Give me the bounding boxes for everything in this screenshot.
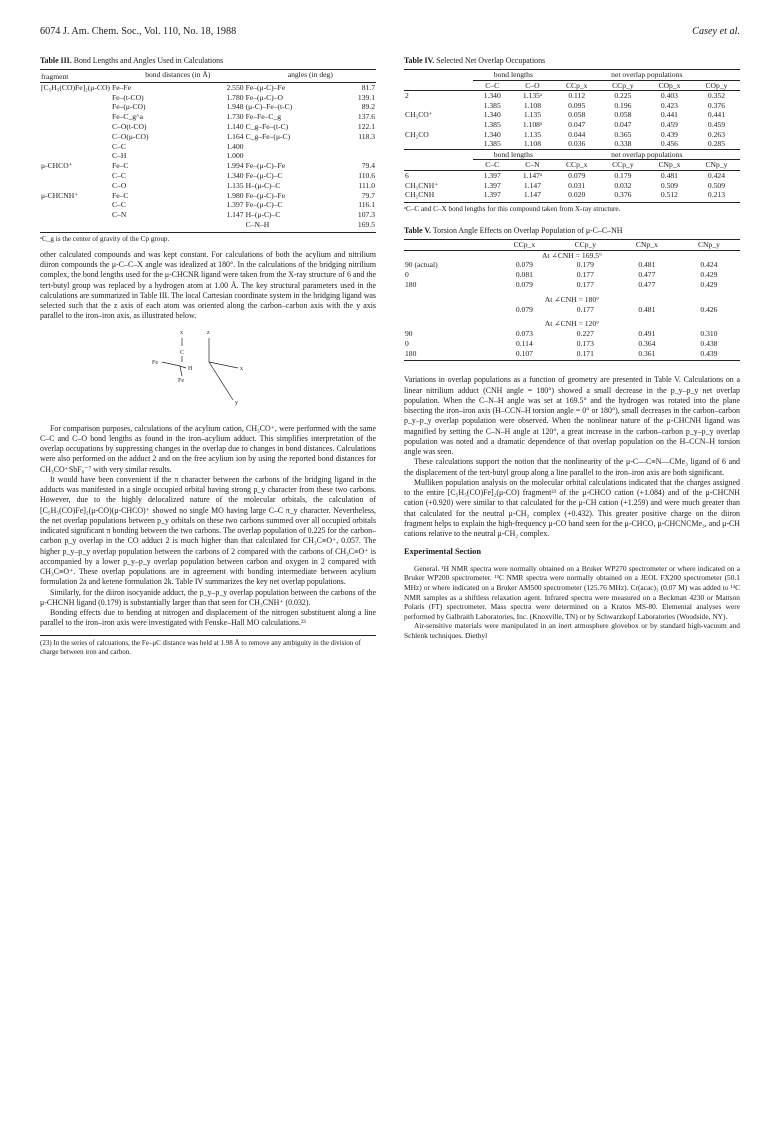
table-row [404,170,740,180]
diagram-bond [180,366,182,376]
table5-cell: 0.079 [515,304,533,314]
table5-cell: 0.439 [700,348,718,358]
table-row [40,132,376,142]
diagram-label-c: C [180,349,185,356]
table3-cell: C–C [111,170,126,180]
table3-cell: C–O(t-CO) [111,121,147,131]
table4-col-header: CCp_x [565,80,588,90]
table4-cell: 1.147ᵃ [522,170,543,180]
table4-cell: 0.512 [660,190,678,200]
table4-head-net-overlap: net overlap populations [554,70,740,81]
table4-cell: 0.047 [568,119,586,129]
table3-cell: 1.730 [226,112,244,122]
table5-cell: 0.310 [700,329,718,339]
table3-cell: μ-CHCNH⁺ [41,190,79,200]
diagram-label-y: y [235,399,238,406]
table4-cell: 1.108 [523,139,542,149]
table-row [404,120,740,130]
diagram-bond [180,366,186,368]
table4-cell: 0.196 [614,100,632,110]
table3-cell: Fe–C [111,161,129,171]
table5-cell: 180 [405,279,417,289]
table3-cell: C_g–Fe–(t-C) [245,121,289,131]
table-row [404,329,740,339]
table4-cell: 0.352 [707,91,726,101]
table5-col-header: CCp_x [513,239,536,249]
table4-corner [404,80,473,91]
table-row [404,139,740,149]
table5-cell: 0.177 [576,270,594,280]
table-row [404,181,740,191]
table3-cell: 169.5 [357,219,375,229]
table4-cell: 0.031 [568,180,586,190]
table5-cell: 0.073 [515,329,533,339]
table5-corner [404,239,494,250]
table3-cell: Fe–C [111,190,129,200]
table4-cell: 0.403 [660,91,678,101]
table4-col-header: C–C [485,80,500,90]
table3-head-distances: bond distances (in Å) [145,70,211,79]
diagram-label-x-axis: x [240,365,243,372]
table4-cell: 0.058 [568,110,586,120]
table4-cell: CH₃CO⁺ [405,110,433,120]
table-row [40,161,376,171]
table3-head-fragment: fragment [40,70,111,83]
table3-cell: C–C [111,141,126,151]
right-column [404,56,740,640]
table5-cell: 0.429 [700,279,718,289]
table4-col-header: C–O [525,80,540,90]
table4-cell: 1.397 [483,180,501,190]
diagram-label-x-top: x [180,329,183,336]
table3-cell: 118.3 [358,131,375,141]
table-row [404,101,740,111]
table4-cell [404,120,473,130]
table5-cell: 0.227 [576,329,594,339]
table3-cell [339,151,376,161]
journal-citation: 6074 J. Am. Chem. Soc., Vol. 110, No. 18, 1988 [40,26,237,37]
table4-corner [404,160,473,171]
table5-cell: 0.364 [638,338,656,348]
table-row [404,91,740,101]
table-row [404,349,740,359]
table3-cell: C–H [111,151,127,161]
table3-cell: H–(μ-C)–C [245,210,281,220]
table4-cell: 0.441 [707,110,726,120]
experimental-general: General. ¹H NMR spectra were normally obtained on a Bruker WP270 spectrometer or where indicated on a Bruker WP200 spectrometer. ¹³C NMR spectra were normally obtained on a JEOL FX200 spectrometer (50.1 MHz) or where indicated on a Bruker AM500 spectrometer (125.76 MHz). Cr(acac)₃ (0.07 M) was added to ¹³C NMR samples as a shiftless relaxation agent. Infrared spectra were measured on a Beckman 4230 or Mattson Polaris (FT) spectrometer. Mass spectra were determined on a Kratos MS-80. Elemental analyses were performed by Galbraith Laboratories, Inc. (Knoxville, TN) or by Schwarzkopf Laboratories (Woodside, NY). [404,563,740,621]
diagram-axis-y [209,362,233,400]
table5-cell: 0.477 [638,279,656,289]
table4-col-header: COp_x [658,80,681,90]
table-row [40,151,376,161]
table-row [404,110,740,120]
diagram-label-fe2: Fe [178,377,184,384]
table4-cell: 1.340 [483,110,501,120]
table4-col-header: CCp_x [565,160,588,170]
table3-cell: C_g–Fe–(μ-C) [245,131,291,141]
table3-cell: H–(μ-C)–C [245,180,281,190]
table5-cell: 0.079 [515,279,533,289]
table5-cell: 0.177 [576,304,594,314]
table5-cell: 0 [405,270,409,280]
table4-caption: Table IV. Selected Net Overlap Occupations [404,56,546,65]
table-row [40,142,376,152]
table4-cell [404,139,473,149]
table4-cell: 0.441 [660,110,678,120]
table3-cell [40,132,111,142]
table3-head-angles: angles (in deg) [287,70,333,79]
diagram-label-h: H [188,365,193,372]
table4-cell: 0.509 [707,180,726,190]
table4-cell: 0.058 [614,110,632,120]
table5-cell: 0.081 [515,270,533,280]
table-row [40,122,376,132]
table4-cell: 1.397 [483,170,501,180]
table5 [404,239,740,362]
table-row [404,339,740,349]
table5-cell [404,305,494,315]
table3-cell: 110.6 [358,170,375,180]
diagram-bond [162,362,180,366]
axes-diagram-svg [40,324,376,420]
table4-cell: 0.020 [568,190,586,200]
experimental-air-sensitive: Air-sensitive materials were manipulated in an inert atmosphere glovebox or by standard high-vacuum and Schlenk techniques. Diethyl [404,621,740,640]
table3-cell: 89.2 [361,102,375,112]
table4-cell: 0.376 [707,100,726,110]
table5-cell: 0.429 [700,270,718,280]
table4-cell: 0.424 [707,170,726,180]
table-row [404,190,740,200]
table3-cell: Fe–(t-CO) [111,92,144,102]
table3-cell: C–N [111,210,127,220]
table-row [40,82,376,92]
table3-cell: 1.948 [226,102,244,112]
table5-cell: 90 (actual) [405,260,438,270]
table5-group-label: At ∠CNH = 120° [544,319,600,329]
coordinate-system-diagram [40,324,376,420]
table5-group-label-row [404,250,740,260]
table5-caption: Table V. Torsion Angle Effects on Overlap Population of μ-C–C–NH [404,225,623,235]
table5-group-label-row [404,290,740,305]
table4-cell: 1.385 [483,119,501,129]
table3-cell: 1.340 [226,170,244,180]
table3-cell: 81.7 [361,82,375,92]
table3-cell [40,93,111,103]
table4-cell: 2 [405,91,409,101]
table5-cell: 0.114 [515,338,533,348]
table4-col-header: C–C [485,160,500,170]
table-row [40,220,376,230]
table5-cell: 0 [405,338,409,348]
table5-group-label: At ∠CNH = 169.5° [541,250,603,260]
table3-cell: 1.140 [226,121,244,131]
table4-cell: 0.285 [707,139,726,149]
table3-cell: 1.147 [226,210,244,220]
table4-cell: 0.423 [660,100,678,110]
table3-caption: Table III. Bond Lengths and Angles Used in Calculations [40,56,224,65]
table5-cell: 0.426 [700,304,718,314]
table4-cell: 1.108 [523,100,542,110]
table3-cell: Fe–(μ-C)–Fe [245,82,286,92]
table-row [40,181,376,191]
table5-col-header: CNp_y [697,239,720,249]
table3-cell: Fe–C_g^a [111,112,143,122]
table3-cell [40,200,111,210]
table3-cell: 139.1 [357,92,375,102]
paragraph: These calculations support the notion that the nonlinearity of the μ-C—C≡N—CMe₃ ligand of 6 and the displacement of the tert-butyl group along a line parallel to the iron–iron axis are both significant. [404,457,740,477]
table4-cell: 0.225 [614,91,632,101]
table3-cell [40,112,111,122]
table5-cell: 180 [405,348,417,358]
table3-cell [40,171,111,181]
table3-cell [40,220,111,230]
table4-footnote: ᵃC–C and C–X bond lengths for this compound taken from X-ray structure. [404,204,621,213]
table-row [40,191,376,201]
table4 [404,69,740,203]
table4-col-header: CNp_x [658,160,681,170]
table4-cell: 0.459 [660,119,678,129]
table3-cell [40,151,111,161]
table5-cell: 0.173 [576,338,594,348]
diagram-label-fe1: Fe [152,359,158,366]
table-row [40,93,376,103]
table4-cell: 0.179 [614,170,632,180]
table-row [40,102,376,112]
table3-cell: 1.400 [226,141,244,151]
table3-cell: C–N–H [245,219,270,229]
table3-cell: 1.164 [226,131,244,141]
table3-cell: 107.3 [357,210,375,220]
table3-cell: 2.550 [226,82,244,92]
table4-cell [404,101,473,111]
table3-cell: Fe–(μ-C)–O [245,92,283,102]
table3-cell: C–O [111,180,127,190]
table-row [40,210,376,220]
table4-cell: 1.147 [523,190,542,200]
table4-cell: 1.135 [523,129,542,139]
table3-cell: 1.135 [226,180,244,190]
table5-cell: 0.361 [638,348,656,358]
table5-cell: 0.424 [700,260,718,270]
table3-cell [339,142,376,152]
paragraph: Similarly, for the diiron isocyanide adduct, the p_y–p_y overlap population between the carbons of the μ-CHCNH ligand (0.179) is substantially larger than that seen for CH₃CNH⁺ (0.032). [40,587,376,607]
table3-cell: 137.6 [357,112,375,122]
table4-col-header: CNp_y [705,160,728,170]
table4-cell: CH₃CNH⁺ [405,180,439,190]
table3-cell: Fe–(μ-C)–Fe [245,161,286,171]
table3-cell: (μ-C)–Fe–(t-C) [245,102,293,112]
table3-cell: Fe–(μ-C)–C [245,170,283,180]
table4-cell: CH₂CNH [405,190,435,200]
table3-cell: 116.1 [358,200,375,210]
table3-cell: 79.4 [361,161,375,171]
table5-cell: 0.477 [638,270,656,280]
table4-cell: 0.047 [614,119,632,129]
table5-cell: 0.491 [638,329,656,339]
table3-cell: 79.7 [361,190,375,200]
table-row [404,130,740,140]
table3-cell [40,122,111,132]
table3-cell: Fe–Fe–C_g [245,112,282,122]
table3-cell: Fe–(μ-C)–C [245,200,283,210]
table4-cell: 0.459 [707,119,726,129]
table4-cell: 6 [405,170,409,180]
table4-cell: 1.135 [523,110,542,120]
table3-cell: Fe–Fe [111,82,131,92]
diagram-axis-x [209,362,238,368]
table-row [40,171,376,181]
table3-cell [40,102,111,112]
table4-cell: 0.509 [660,180,678,190]
table5-cell: 90 [405,329,413,339]
table5-cell: 0.107 [515,348,533,358]
table-row [40,112,376,122]
table3-cell: 122.1 [357,121,375,131]
table3-cell: 1.000 [226,151,244,161]
table3-cell [245,151,339,161]
paragraph: For comparison purposes, calculations of the acylium cation, CH₃CO⁺, were performed with the same C–C and C–O bond lengths as found in the iron–acylium adduct. This simplifies interpretation of the overlap occupations by suppressing changes in the overlap due to changes in bond distances. Calculations were also performed on the adduct 2 and on the free acylium ion by using the reported bond distances for CH₃CO⁺SbF₆⁻⁷ with very similar results. [40,423,376,474]
table4-cell: 0.481 [660,170,678,180]
table4-head2-bond-lengths: bond lengths [473,149,553,160]
table5-col-header: CCp_y [574,239,597,249]
table4-cell: 0.263 [707,129,726,139]
table4-col-header: CCp_y [612,160,634,170]
table4-cell: CH₂CO [405,129,429,139]
table-row [40,200,376,210]
diagram-label-z: z [207,329,210,336]
table3-cell: 1.397 [226,200,244,210]
table5-cell: 0.179 [576,260,594,270]
table5-cell: 0.171 [576,348,594,358]
table-row [404,260,740,270]
table5-cell: 0.481 [638,304,656,314]
table3-cell [200,220,244,230]
table5-cell: 0.481 [638,260,656,270]
table3-cell: [C₅H₅(CO)Fe]₂(μ-CO) [41,82,110,92]
table5-cell: 0.177 [576,279,594,289]
table3-footnote: ᵃC_g is the center of gravity of the Cp group. [40,234,170,243]
table4-col-header: C–N [525,160,540,170]
table4-cell: 0.213 [707,190,726,200]
table4-cell: 0.079 [568,170,586,180]
table4-cell: 1.385 [483,139,501,149]
table-row [404,305,740,315]
table5-col-header: CNp_x [635,239,658,249]
table4-cell: 0.365 [614,129,632,139]
paragraph: other calculated compounds and was kept constant. For calculations of both the acylium and nitrilium diiron compounds the μ-C–C–X angle was idealized at 180°. In the calculations of the bridging nitrilium complex, the bond lengths used for the μ-CHCNR ligand were taken from the X-ray structure of 6 and the tert-butyl group was replaced by a hydrogen atom at 1.00 Å. The key structural parameters used in the calculations are summarized in Table III. The local Cartesian coordinate system in the bridging ligand was selected such that the z axis of each atom was oriented along the carbon–carbon axis with the y axis parallel to the iron–iron axis, as illustrated below. [40,249,376,321]
table4-cell: 0.044 [568,129,586,139]
table4-cell: 1.340 [483,129,501,139]
table4-cell: 0.095 [568,100,586,110]
table3-cell: 1.980 [226,190,244,200]
table4-head-bond-lengths: bond lengths [473,70,553,81]
table4-cell: 0.456 [660,139,678,149]
experimental-section-heading: Experimental Section [404,547,481,557]
paragraph: Variations in overlap populations as a function of geometry are presented in Table V. Calculations on a linear nitrilium adduct (CNH angle = 180°) showed a small decrease in the p_y–p_y net overlap population. When the C–N–H angle was set at 169.5° and the hydrogen was rotated into the plane bisecting the iron–iron axis (H–CCN–H torsion angle = 0° or 180°), small decreases in the carbon–carbon p_y–p_y overlap population were observed. When the nonlinear nature of the μ-CHCNH ligand was magnified by setting the C–N–H angle at 120°, a great increase in the carbon–carbon p_y–p_y overlap population was noted and a dramatic dependence of that overlap population on the H–CCN–H torsion angle was seen. [404,375,740,457]
footnote-23: (23) In the series of calcuations, the Fe–μC distance was held at 1.98 Å to remove any ambiguity in the division of charge between iron and carbon. [40,635,376,657]
table3-cell [40,142,111,152]
table4-cell: 1.108ᵃ [522,119,543,129]
paragraph: It would have been convenient if the π character between the carbons of the bridging ligand in the adducts was manifested in a single occupied orbital having strong p_y character from these two carbons. However, due to the highly delocalized nature of the molecular orbitals, the calculation of [C₅H₅(CO)Fe]₂(μ-CO)(μ-CHCO)⁺ showed no single MO having large C–C π_y character. Nevertheless, the net overlap populations between p_y orbitals on these two carbons summed over all occupied orbitals indicated significant π bonding between the two carbons. The overlap population of 0.225 for the carbon–carbon p_y overlap in the CO adduct 2 is much higher than that calculated for CH₃C≡O⁺, 0.057. The higher p_y–p_y overlap population between the carbons of 2 compared with the carbons of CH₃C≡O⁺ is accompanied by a lower p_y–p_y overlap population between carbon and oxygen in 2 compared with CH₃C≡O⁺. These overlap populations are in agreement with bonding intermediate between acylium formulation 2a and ketene formulation 2k. Table IV summarizes the key net overlap populations. [40,474,376,587]
table3-cell: Fe–(μ-CO) [111,102,146,112]
table5-group-label-row [404,314,740,329]
table4-col-header: COp_y [705,80,728,90]
table3-cell: 1.994 [226,161,244,171]
table-row [404,280,740,290]
table3-cell: C–O(μ-CO) [111,131,149,141]
table3-cell [40,181,111,191]
table3-cell: Fe–(μ-C)–Fe [245,190,286,200]
table3-cell: 1.780 [226,92,244,102]
table4-head2-net-overlap: net overlap populations [554,149,740,160]
table4-cell: 0.036 [568,139,586,149]
paragraph: Mulliken population analysis on the molecular orbital calculations indicated that the charges assigned to the entire [C₅H₅(CO)Fe]₂(μ-CO) fragment²³ of the μ-CHCO cation (+1.084) and of the μ-CHCNH cation (+0.920) were similar to that calculated for the μ-CH cation (+1.259) and were much greater than that calculated for the neutral μ-CH₂ complex (+0.432). This greater positive charge on the diiron fragment helps to explain the high-frequency μ-CO band seen for the μ-CHCO, μ-CHCNCMe₃, and μ-CH cations relative to the neutral μ-CH₂ complex. [404,477,740,539]
table4-cell: 1.147 [523,180,542,190]
table4-cell: 0.112 [568,91,586,101]
table3 [40,69,376,233]
table4-cell: 1.397 [483,190,501,200]
table4-cell: 0.439 [660,129,678,139]
table4-cell: 0.338 [614,139,632,149]
paragraph: Bonding effects due to bending at nitrogen and displacement of the nitrogen substituent along a line parallel to the iron–iron axis were investigated with Fenske–Hall MO calculations.²³ [40,608,376,628]
table4-cell: 0.032 [614,180,632,190]
table3-cell: 111.0 [358,180,375,190]
table5-cell: 0.079 [515,260,533,270]
table5-cell: 0.438 [700,338,718,348]
table4-cell: 1.385 [483,100,501,110]
table4-cell: 1.340 [483,91,501,101]
table4-col-header: CCp_y [612,80,634,90]
table3-cell [40,210,111,220]
table3-cell [111,220,200,230]
table4-cell: 0.376 [614,190,632,200]
table5-group-label: At ∠CNH = 180° [544,294,600,304]
table4-cell: 1.135ᵃ [522,91,543,101]
table3-cell: μ-CHCO⁺ [41,161,73,171]
left-column [40,56,376,657]
author-running-head: Casey et al. [692,26,740,37]
table3-cell [245,142,339,152]
table3-cell: C–C [111,200,126,210]
table-row [404,270,740,280]
